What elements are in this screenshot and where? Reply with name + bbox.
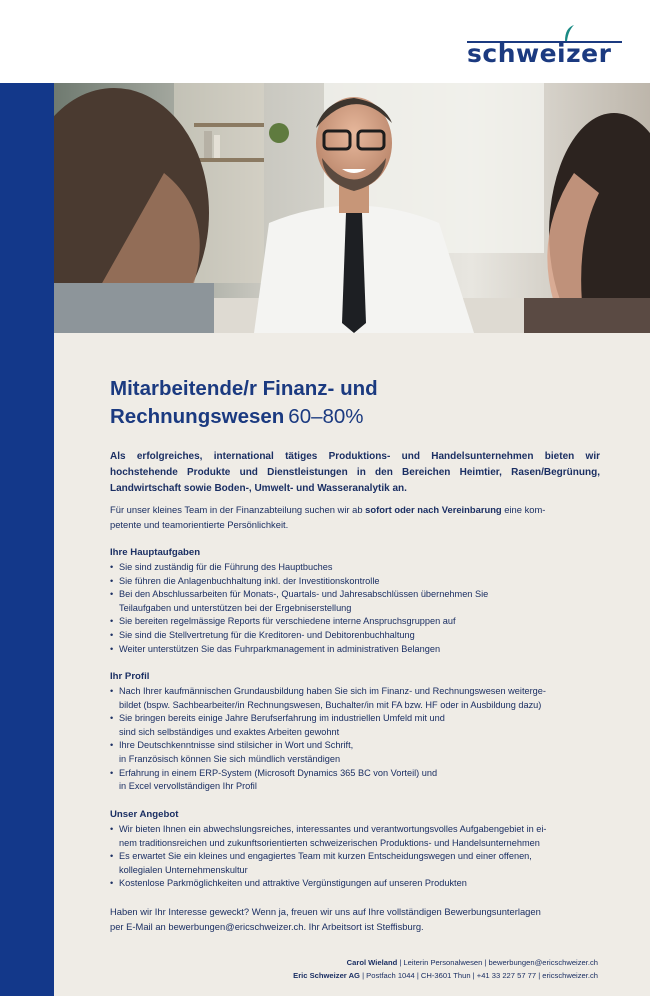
contact-name: Carol Wieland [346, 958, 398, 967]
list-item: • Sie führen die Anlagenbuchhaltung inkl. der Investitionskontrolle [110, 575, 605, 589]
list-item: • Bei den Abschlussarbeiten für Monats-, Quartals- und Jahresabschlüssen übernehmen Sie Teilaufgaben und unterstützen bei der Ergebniserstellung [110, 588, 605, 615]
closing-line-1: Haben wir Ihr Interesse geweckt? Wenn ja, freuen wir uns auf Ihre vollständigen Bewerbungsunterlagen [110, 906, 541, 917]
list-item: • Sie sind zuständig für die Führung des Hauptbuches [110, 561, 605, 575]
start-date-emphasis: sofort oder nach Vereinbarung [365, 504, 502, 515]
list-item: • Erfahrung in einem ERP-System (Microsoft Dynamics 365 BC von Vorteil) und in Excel vervollständigen Ihr Profil [110, 767, 605, 794]
list-item: • Weiter unterstützen Sie das Fuhrparkmanagement in administrativen Belangen [110, 643, 605, 657]
offer-list [110, 823, 605, 891]
section-title-tasks: Ihre Hauptaufgaben [110, 547, 201, 558]
company-logo[interactable] [467, 30, 622, 70]
section-title-offer: Unser Angebot [110, 809, 179, 820]
logo-text: schweizer [467, 39, 612, 68]
list-item: • Sie bringen bereits einige Jahre Berufserfahrung im industriellen Umfeld mit und sind sich selbständiges und exaktes Arbeiten gewohnt [110, 712, 605, 739]
job-title-line-1: Mitarbeitende/r Finanz- und [110, 377, 378, 400]
team-paragraph-text-end: eine kom- [501, 504, 546, 515]
job-ad-content [54, 333, 650, 996]
workload-percentage: 60–80% [288, 405, 364, 428]
company-name: Eric Schweizer AG [293, 971, 360, 980]
header [0, 0, 650, 83]
list-item: • Ihre Deutschkenntnisse sind stilsicher in Wort und Schrift, in Französisch können Sie sich mündlich verständigen [110, 739, 605, 766]
tasks-list [110, 561, 605, 656]
team-paragraph-text: Für unser kleines Team in der Finanzabteilung suchen wir ab [110, 504, 366, 515]
company-address-line [118, 969, 598, 982]
header-photo [54, 83, 650, 333]
contact-details: | Leiterin Personalwesen | bewerbungen@ericschweizer.ch [397, 958, 598, 967]
contact-footer [118, 956, 598, 982]
contact-person-line [118, 956, 598, 969]
office-meeting-image [54, 83, 650, 333]
list-item: • Nach Ihrer kaufmännischen Grundausbildung haben Sie sich im Finanz- und Rechnungswesen weiterge- bildet (bspw. Sachbearbeiter/in Rechnungswesen, Buchalter/in mit FA bzw. HF oder in Ausbildung dazu) [110, 685, 605, 712]
list-item: • Es erwartet Sie ein kleines und engagiertes Team mit kurzen Entscheidungswegen und einer offenen, kollegialen Unternehmenskultur [110, 850, 605, 877]
profile-list [110, 685, 605, 794]
list-item: • Kostenlose Parkmöglichkeiten und attraktive Vergünstigungen auf unseren Produkten [110, 877, 605, 891]
team-paragraph [110, 503, 600, 532]
side-color-bar [0, 83, 54, 996]
section-title-profile: Ihr Profil [110, 671, 150, 682]
team-paragraph-line-2: petente und teamorientierte Persönlichkeit. [110, 518, 289, 530]
job-title-line-2: Rechnungswesen [110, 405, 285, 428]
job-title [110, 375, 378, 431]
list-item: • Wir bieten Ihnen ein abwechslungsreiches, interessantes und verantwortungsvolles Aufgabengebiet in ei- nem traditionsreichen und zukunftsorientierten schweizerischen Produktions- und Handelsunternehmen [110, 823, 605, 850]
company-details: | Postfach 1044 | CH-3601 Thun | +41 33 227 57 77 | ericschweizer.ch [359, 971, 598, 980]
list-item: • Sie bereiten regelmässige Reports für verschiedene interne Anspruchsgruppen auf [110, 615, 605, 629]
closing-paragraph [110, 905, 600, 934]
list-item: • Sie sind die Stellvertretung für die Kreditoren- und Debitorenbuchhaltung [110, 629, 605, 643]
company-intro: Als erfolgreiches, international tätiges Produktions- und Handelsunternehmen bieten wir hochstehende Produkte und Dienstleistungen in den Bereichen Heimtier, Rasen/Begrünung, Landwirtschaft sowie Boden-, Umwelt- und Wasseranalytik an. [110, 451, 600, 494]
closing-line-2: per E-Mail an bewerbungen@ericschweizer.ch. Ihr Arbeitsort ist Steffisburg. [110, 920, 424, 932]
